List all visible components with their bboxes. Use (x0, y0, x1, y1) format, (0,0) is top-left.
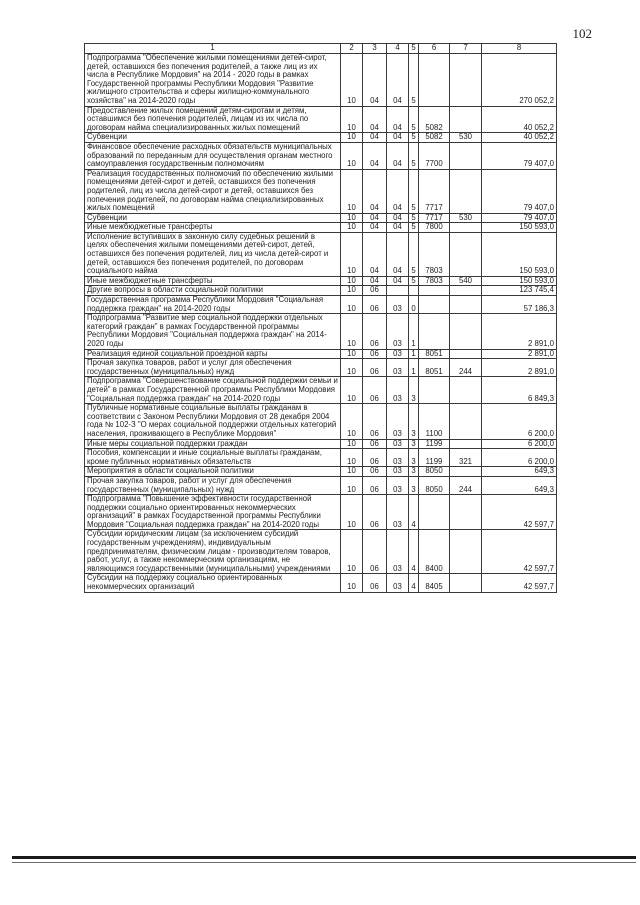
row-subprogram-cell: 3 (409, 404, 419, 439)
table-row (85, 276, 557, 286)
row-section-cell: 10 (341, 286, 363, 296)
row-section-cell: 10 (341, 495, 363, 530)
row-name-cell: Иные межбюджетные трансферты (85, 276, 341, 286)
row-subsection-cell: 04 (363, 106, 387, 133)
row-section-cell: 10 (341, 314, 363, 349)
row-name-cell: Иные меры социальной поддержки граждан (85, 439, 341, 449)
row-target-item-cell: 1199 (419, 439, 450, 449)
col-header-program: 4 (387, 44, 409, 54)
row-expense-type-cell (450, 404, 482, 439)
row-subprogram-cell: 3 (409, 476, 419, 494)
row-program-cell: 03 (387, 296, 409, 314)
row-amount-cell: 150 593,0 (482, 232, 557, 276)
row-subsection-cell: 04 (363, 232, 387, 276)
row-amount-cell: 79 407,0 (482, 213, 557, 223)
row-program-cell: 03 (387, 404, 409, 439)
row-program-cell (387, 286, 409, 296)
row-subprogram-cell: 3 (409, 439, 419, 449)
col-header-subprogram: 5 (409, 44, 419, 54)
row-expense-type-cell (450, 377, 482, 404)
row-section-cell: 10 (341, 276, 363, 286)
row-amount-cell: 123 745,4 (482, 286, 557, 296)
row-subsection-cell: 06 (363, 349, 387, 359)
row-section-cell: 10 (341, 349, 363, 359)
row-target-item-cell: 5082 (419, 106, 450, 133)
row-expense-type-cell: 244 (450, 476, 482, 494)
row-name-cell: Реализация единой социальной проездной карты (85, 349, 341, 359)
row-target-item-cell: 7717 (419, 213, 450, 223)
row-name-cell: Иные межбюджетные трансферты (85, 223, 341, 233)
row-subprogram-cell: 5 (409, 106, 419, 133)
row-subsection-cell: 04 (363, 223, 387, 233)
row-program-cell: 03 (387, 377, 409, 404)
row-amount-cell: 6 849,3 (482, 377, 557, 404)
row-subprogram-cell: 1 (409, 359, 419, 377)
row-target-item-cell: 7803 (419, 276, 450, 286)
row-expense-type-cell (450, 349, 482, 359)
col-header-expense-type: 7 (450, 44, 482, 54)
row-target-item-cell (419, 296, 450, 314)
row-section-cell: 10 (341, 296, 363, 314)
table-row (85, 232, 557, 276)
row-name-cell: Реализация государственных полномочий по обеспечению жилыми помещениями детей-сирот и детей, оставшихся без попечения родителей, лиц из числа детей-сирот и детей, оставшихся без попечения родителей, по договорам найма специализированных жилых помещений (85, 169, 341, 213)
row-amount-cell: 40 052,2 (482, 133, 557, 143)
row-expense-type-cell: 530 (450, 213, 482, 223)
row-subprogram-cell: 1 (409, 314, 419, 349)
row-subprogram-cell: 5 (409, 169, 419, 213)
row-program-cell: 03 (387, 439, 409, 449)
row-section-cell: 10 (341, 574, 363, 592)
col-header-subsection: 3 (363, 44, 387, 54)
row-subsection-cell: 06 (363, 377, 387, 404)
row-subprogram-cell: 5 (409, 54, 419, 107)
row-amount-cell: 649,3 (482, 467, 557, 477)
row-amount-cell: 42 597,7 (482, 530, 557, 574)
row-name-cell: Субвенции (85, 133, 341, 143)
row-section-cell: 10 (341, 404, 363, 439)
row-amount-cell: 649,3 (482, 476, 557, 494)
row-subsection-cell: 06 (363, 286, 387, 296)
row-subsection-cell: 06 (363, 296, 387, 314)
table-row (85, 349, 557, 359)
row-program-cell: 04 (387, 232, 409, 276)
row-name-cell: Подпрограмма "Совершенствование социальной поддержки семьи и детей" в рамках Государственной программы Республики Мордовия "Социальная поддержка граждан" на 2014-2020 годы (85, 377, 341, 404)
row-amount-cell: 2 891,0 (482, 359, 557, 377)
page-number: 102 (572, 26, 592, 41)
row-name-cell: Мероприятия в области социальной политики (85, 467, 341, 477)
row-amount-cell: 150 593,0 (482, 223, 557, 233)
footer-rule (12, 856, 636, 859)
row-name-cell: Исполнение вступивших в законную силу судебных решений в целях обеспечения жилыми помещениями детей-сирот, детей, оставшихся без попечения родителей, лиц из числа детей-сирот и детей, оставшихся без попечения родителей, по договорам социального найма (85, 232, 341, 276)
row-name-cell: Субвенции (85, 213, 341, 223)
row-program-cell: 03 (387, 574, 409, 592)
row-subsection-cell: 06 (363, 530, 387, 574)
table-row (85, 133, 557, 143)
row-program-cell: 04 (387, 133, 409, 143)
row-subsection-cell: 06 (363, 574, 387, 592)
row-program-cell: 04 (387, 54, 409, 107)
row-name-cell: Прочая закупка товаров, работ и услуг для обеспечения государственных (муниципальных) нужд (85, 476, 341, 494)
row-target-item-cell: 1100 (419, 404, 450, 439)
row-expense-type-cell (450, 223, 482, 233)
row-program-cell: 03 (387, 349, 409, 359)
row-section-cell: 10 (341, 223, 363, 233)
row-section-cell: 10 (341, 530, 363, 574)
row-target-item-cell: 7803 (419, 232, 450, 276)
row-name-cell: Публичные нормативные социальные выплаты гражданам в соответствии с Законом Республики Мордовия от 28 декабря 2004 года № 102-З "О мерах социальной поддержки отдельных категорий населения, проживающего в Республике Мордовия" (85, 404, 341, 439)
row-subprogram-cell: 3 (409, 377, 419, 404)
row-section-cell: 10 (341, 133, 363, 143)
row-subsection-cell: 06 (363, 476, 387, 494)
row-target-item-cell: 7717 (419, 169, 450, 213)
row-name-cell: Субсидии юридическим лицам (за исключением субсидий государственным учреждениям), индивидуальным предпринимателям, физическим лицам - производителям товаров, работ, услуг, а также некоммерческим организациям, не являющимся государственными (муниципальными) учреждениями (85, 530, 341, 574)
table-row (85, 495, 557, 530)
row-section-cell: 10 (341, 213, 363, 223)
row-subprogram-cell: 5 (409, 276, 419, 286)
row-section-cell: 10 (341, 169, 363, 213)
col-header-target-item: 6 (419, 44, 450, 54)
row-subprogram-cell (409, 286, 419, 296)
row-name-cell: Пособия, компенсации и иные социальные выплаты гражданам, кроме публичных нормативных обязательств (85, 449, 341, 467)
table-row (85, 377, 557, 404)
row-program-cell: 04 (387, 276, 409, 286)
table-row (85, 213, 557, 223)
row-expense-type-cell (450, 314, 482, 349)
row-subprogram-cell: 4 (409, 530, 419, 574)
table-row (85, 530, 557, 574)
row-target-item-cell: 7700 (419, 142, 450, 169)
row-expense-type-cell (450, 286, 482, 296)
row-target-item-cell (419, 314, 450, 349)
col-header-amount: 8 (482, 44, 557, 54)
row-subprogram-cell: 5 (409, 223, 419, 233)
row-expense-type-cell (450, 530, 482, 574)
row-program-cell: 04 (387, 223, 409, 233)
row-subprogram-cell: 4 (409, 495, 419, 530)
row-program-cell: 03 (387, 314, 409, 349)
table-row (85, 359, 557, 377)
table-row (85, 169, 557, 213)
row-subprogram-cell: 5 (409, 213, 419, 223)
row-subsection-cell: 04 (363, 169, 387, 213)
row-name-cell: Государственная программа Республики Мордовия "Социальная поддержка граждан" на 2014-2020 годы (85, 296, 341, 314)
row-expense-type-cell (450, 495, 482, 530)
row-subsection-cell: 04 (363, 54, 387, 107)
row-section-cell: 10 (341, 106, 363, 133)
row-subprogram-cell: 3 (409, 467, 419, 477)
row-program-cell: 04 (387, 213, 409, 223)
row-target-item-cell: 8405 (419, 574, 450, 592)
row-name-cell: Предоставление жилых помещений детям-сиротам и детям, оставшимся без попечения родителей, лицам из их числа по договорам найма специализированных жилых помещений (85, 106, 341, 133)
table-row (85, 314, 557, 349)
row-subprogram-cell: 5 (409, 232, 419, 276)
row-target-item-cell: 8051 (419, 349, 450, 359)
row-subsection-cell: 06 (363, 314, 387, 349)
row-amount-cell: 42 597,7 (482, 495, 557, 530)
row-subsection-cell: 04 (363, 213, 387, 223)
row-target-item-cell: 8051 (419, 359, 450, 377)
row-program-cell: 03 (387, 449, 409, 467)
row-name-cell: Подпрограмма "Обеспечение жилыми помещениями детей-сирот, детей, оставшихся без попечения родителей, а также лиц из их числа в Республике Мордовия" на 2014 - 2020 годы в рамках Государственной программы Республики Мордовия "Развитие жилищного строительства и сферы жилищно-коммунального хозяйства" на 2014-2020 годы (85, 54, 341, 107)
row-name-cell: Субсидии на поддержку социально ориентированных некоммерческих организаций (85, 574, 341, 592)
col-header-section: 2 (341, 44, 363, 54)
table-row (85, 404, 557, 439)
row-expense-type-cell: 540 (450, 276, 482, 286)
row-amount-cell: 57 186,3 (482, 296, 557, 314)
row-subprogram-cell: 3 (409, 449, 419, 467)
row-amount-cell: 270 052,2 (482, 54, 557, 107)
row-expense-type-cell (450, 439, 482, 449)
row-program-cell: 03 (387, 476, 409, 494)
table-row (85, 142, 557, 169)
table-row (85, 476, 557, 494)
row-subsection-cell: 06 (363, 495, 387, 530)
row-name-cell: Подпрограмма "Повышение эффективности государственной поддержки социально ориентированных некоммерческих организаций" в рамках Государственной программы Республики Мордовия "Социальная поддержка граждан" на 2014-2020 годы (85, 495, 341, 530)
row-expense-type-cell (450, 142, 482, 169)
row-subprogram-cell: 5 (409, 142, 419, 169)
row-subprogram-cell: 0 (409, 296, 419, 314)
row-subprogram-cell: 5 (409, 133, 419, 143)
row-subprogram-cell: 4 (409, 574, 419, 592)
row-expense-type-cell (450, 232, 482, 276)
row-subsection-cell: 06 (363, 449, 387, 467)
table-header-row (85, 44, 557, 54)
row-amount-cell: 79 407,0 (482, 169, 557, 213)
row-target-item-cell: 8400 (419, 530, 450, 574)
row-subsection-cell: 06 (363, 404, 387, 439)
row-section-cell: 10 (341, 54, 363, 107)
row-subsection-cell: 06 (363, 467, 387, 477)
row-target-item-cell (419, 286, 450, 296)
row-program-cell: 04 (387, 106, 409, 133)
row-expense-type-cell (450, 467, 482, 477)
budget-table (84, 43, 557, 593)
row-target-item-cell: 1199 (419, 449, 450, 467)
row-expense-type-cell (450, 296, 482, 314)
footer-rule-thin (12, 862, 636, 863)
row-amount-cell: 42 597,7 (482, 574, 557, 592)
row-expense-type-cell: 530 (450, 133, 482, 143)
row-amount-cell: 79 407,0 (482, 142, 557, 169)
row-subprogram-cell: 1 (409, 349, 419, 359)
row-subsection-cell: 06 (363, 439, 387, 449)
row-program-cell: 03 (387, 359, 409, 377)
row-target-item-cell: 8050 (419, 476, 450, 494)
row-program-cell: 04 (387, 169, 409, 213)
row-name-cell: Подпрограмма "Развитие мер социальной поддержки отдельных категорий граждан" в рамках Государственной программы Республики Мордовия "Социальная поддержка граждан" на 2014-2020 годы (85, 314, 341, 349)
row-target-item-cell: 5082 (419, 133, 450, 143)
row-amount-cell: 2 891,0 (482, 349, 557, 359)
row-target-item-cell: 7800 (419, 223, 450, 233)
row-program-cell: 03 (387, 530, 409, 574)
row-subsection-cell: 04 (363, 276, 387, 286)
row-name-cell: Прочая закупка товаров, работ и услуг для обеспечения государственных (муниципальных) нужд (85, 359, 341, 377)
row-amount-cell: 6 200,0 (482, 449, 557, 467)
row-name-cell: Финансовое обеспечение расходных обязательств муниципальных образований по переданным для осуществления органам местного самоуправления государственным полномочиям (85, 142, 341, 169)
table-row (85, 439, 557, 449)
table-row (85, 574, 557, 592)
table-row (85, 296, 557, 314)
row-section-cell: 10 (341, 232, 363, 276)
table-row (85, 449, 557, 467)
row-section-cell: 10 (341, 377, 363, 404)
row-program-cell: 04 (387, 142, 409, 169)
row-section-cell: 10 (341, 359, 363, 377)
row-section-cell: 10 (341, 439, 363, 449)
table-row (85, 286, 557, 296)
table-row (85, 467, 557, 477)
row-expense-type-cell (450, 54, 482, 107)
row-section-cell: 10 (341, 467, 363, 477)
row-target-item-cell (419, 377, 450, 404)
row-target-item-cell (419, 495, 450, 530)
table-row (85, 54, 557, 107)
row-expense-type-cell (450, 169, 482, 213)
row-amount-cell: 150 593,0 (482, 276, 557, 286)
row-target-item-cell: 8050 (419, 467, 450, 477)
table-row (85, 106, 557, 133)
row-name-cell: Другие вопросы в области социальной политики (85, 286, 341, 296)
table-row (85, 223, 557, 233)
row-expense-type-cell: 244 (450, 359, 482, 377)
row-section-cell: 10 (341, 476, 363, 494)
row-subsection-cell: 04 (363, 133, 387, 143)
row-amount-cell: 6 200,0 (482, 439, 557, 449)
row-amount-cell: 6 200,0 (482, 404, 557, 439)
row-expense-type-cell (450, 574, 482, 592)
row-subsection-cell: 06 (363, 359, 387, 377)
row-subsection-cell: 04 (363, 142, 387, 169)
row-amount-cell: 40 052,2 (482, 106, 557, 133)
col-header-name: 1 (85, 44, 341, 54)
row-program-cell: 03 (387, 467, 409, 477)
row-expense-type-cell (450, 106, 482, 133)
row-section-cell: 10 (341, 142, 363, 169)
row-program-cell: 03 (387, 495, 409, 530)
row-target-item-cell (419, 54, 450, 107)
row-section-cell: 10 (341, 449, 363, 467)
row-expense-type-cell: 321 (450, 449, 482, 467)
row-amount-cell: 2 891,0 (482, 314, 557, 349)
